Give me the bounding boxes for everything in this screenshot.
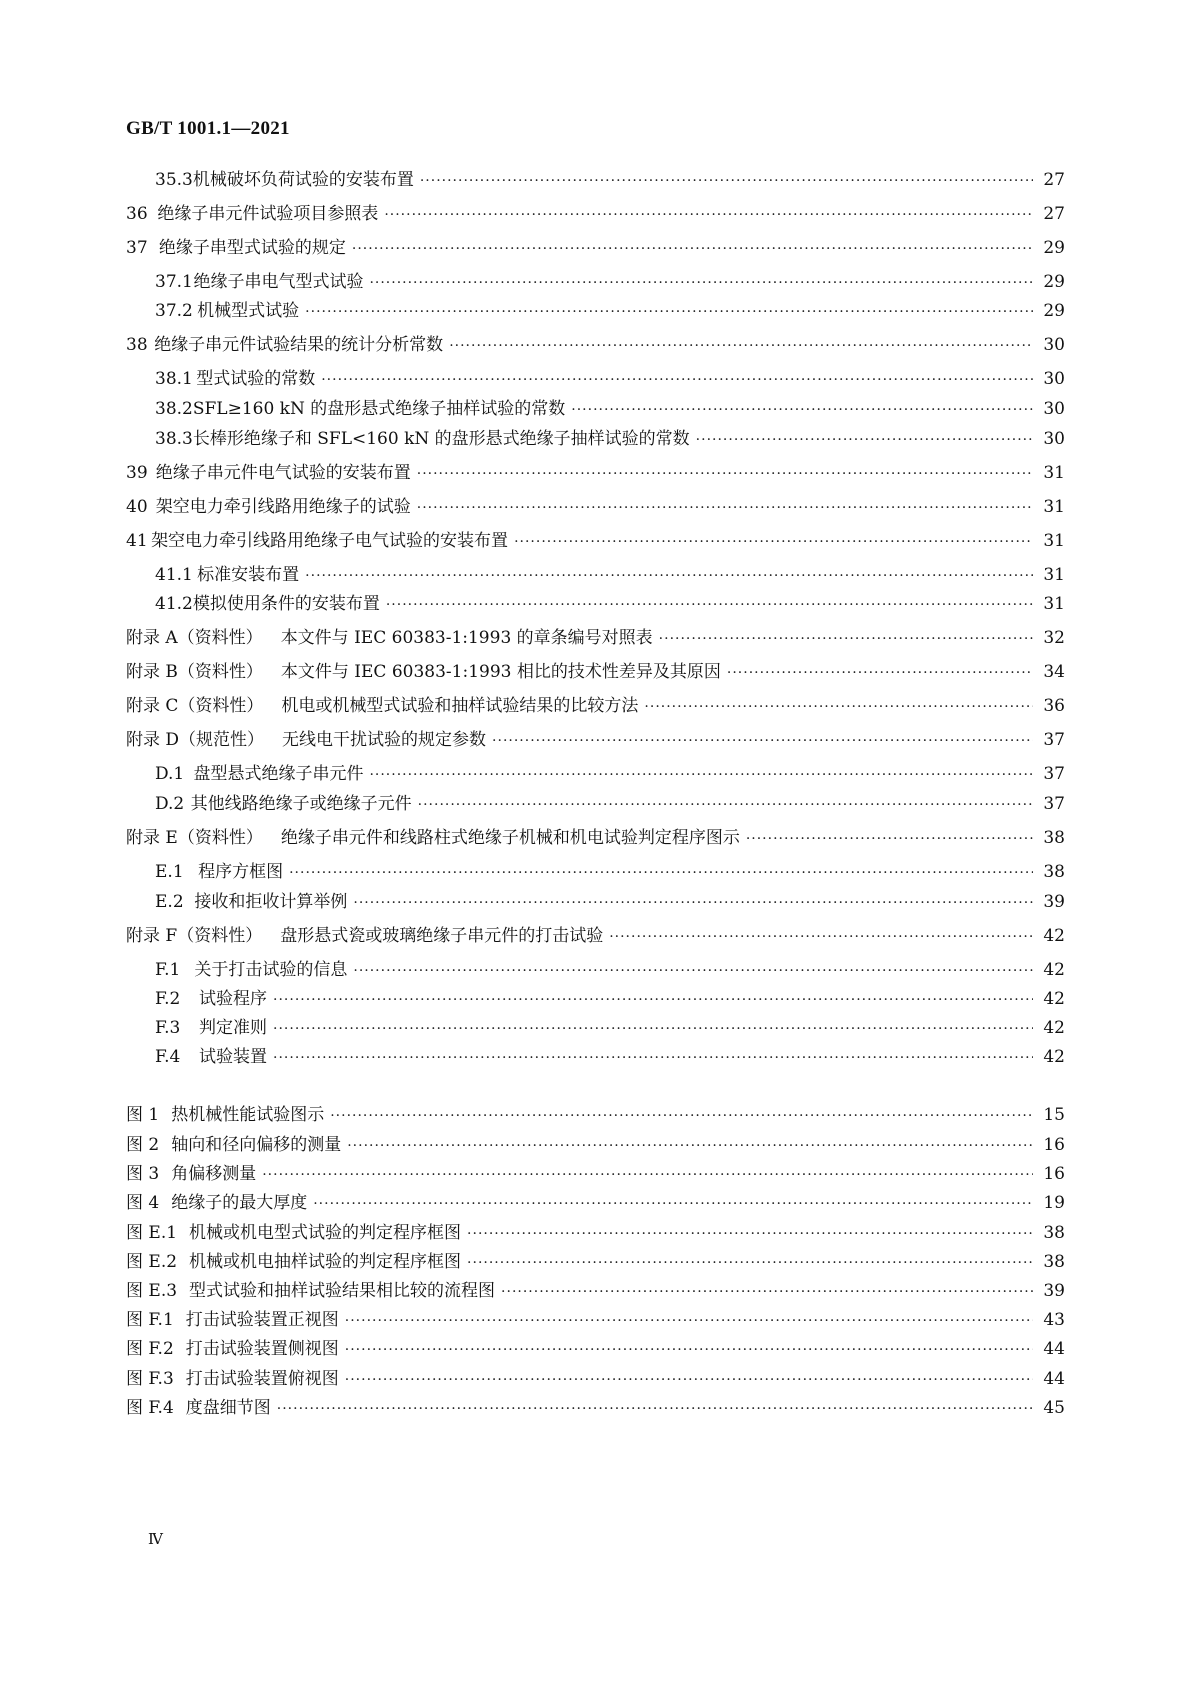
figure-title: 机械或机电型式试验的判定程序框图 (189, 1223, 462, 1243)
toc-entry-number: 38.2 (155, 399, 193, 419)
dot-leader (417, 497, 1033, 519)
toc-entry-number: E.1 (155, 862, 184, 882)
toc-entry-page: 42 (1043, 989, 1065, 1009)
toc-entry-title: 绝缘子串元件试验结果的统计分析常数 (154, 335, 444, 355)
figure-title: 角偏移测量 (171, 1164, 257, 1184)
toc-entry-number: 37.1 (155, 272, 193, 292)
toc-entry-page: 38 (1043, 862, 1065, 882)
figure-title: 轴向和径向偏移的测量 (171, 1135, 342, 1155)
figure-number: 图 3 (126, 1164, 160, 1184)
figure-list-item[interactable] (126, 1192, 1065, 1214)
figure-list-item[interactable] (126, 1163, 1065, 1185)
toc-entry[interactable] (126, 661, 1065, 683)
toc-entry-number: F.1 (155, 960, 181, 980)
toc-entry-title: 架空电力牵引线路用绝缘子的试验 (155, 497, 411, 517)
figure-number: 图 F.2 (126, 1339, 174, 1359)
dot-leader (727, 662, 1033, 684)
toc-entry-title: 长棒形绝缘子和 SFL<160 kN 的盘形悬式绝缘子抽样试验的常数 (192, 429, 690, 449)
toc-entry-title: 试验装置 (199, 1047, 268, 1067)
toc-entry-title: 机电或机械型式试验和抽样试验结果的比较方法 (281, 696, 639, 716)
toc-entry-title: 判定准则 (199, 1018, 268, 1038)
toc-entry-number: 41 (126, 531, 148, 551)
toc-entry-number: 附录 E（资料性） (126, 828, 263, 848)
dot-leader (305, 301, 1033, 323)
toc-entry-page: 39 (1043, 892, 1065, 912)
figure-number: 图 E.1 (126, 1223, 178, 1243)
toc-entry-page: 42 (1043, 926, 1065, 946)
toc-entry-page: 30 (1043, 369, 1065, 389)
toc-entry-title: 本文件与 IEC 60383-1:1993 相比的技术性差异及其原因 (280, 662, 721, 682)
dot-leader (384, 204, 1033, 226)
toc-entry-number: 附录 D（规范性） (126, 730, 265, 750)
toc-entry-title: 绝缘子串元件电气试验的安装布置 (155, 463, 411, 483)
figure-page-number: 38 (1043, 1223, 1065, 1243)
toc-entry[interactable] (155, 861, 1065, 883)
toc-entry-title: 机械破坏负荷试验的安装布置 (192, 170, 414, 190)
toc-entry[interactable] (126, 334, 1065, 356)
toc-entry[interactable] (155, 564, 1065, 586)
figure-list-item[interactable] (126, 1309, 1065, 1331)
dot-leader (330, 1105, 1033, 1127)
figure-title: 度盘细节图 (185, 1398, 271, 1418)
dot-leader (514, 531, 1033, 553)
toc-entry-title: 盘形悬式瓷或玻璃绝缘子串元件的打击试验 (280, 926, 604, 946)
toc-entry-page: 36 (1043, 696, 1065, 716)
toc-entry-page: 42 (1043, 960, 1065, 980)
dot-leader (501, 1281, 1033, 1303)
toc-entry[interactable] (155, 891, 1065, 913)
toc-entry-page: 42 (1043, 1018, 1065, 1038)
figure-list-item[interactable] (126, 1104, 1065, 1126)
toc-entry-number: D.2 (155, 794, 185, 814)
toc-entry-number: 40 (126, 497, 148, 517)
figure-list-item[interactable] (126, 1280, 1065, 1302)
dot-leader (417, 463, 1033, 485)
dot-leader (305, 565, 1033, 587)
figure-number: 图 2 (126, 1135, 160, 1155)
toc-entry-title: 架空电力牵引线路用绝缘子电气试验的安装布置 (151, 531, 509, 551)
dot-leader (746, 828, 1033, 850)
toc-entry-number: 39 (126, 463, 148, 483)
figure-number: 图 4 (126, 1193, 160, 1213)
figure-title: 热机械性能试验图示 (171, 1105, 325, 1125)
dot-leader (659, 628, 1033, 650)
dot-leader (277, 1398, 1033, 1420)
dot-leader (571, 399, 1033, 421)
toc-entry-page: 31 (1043, 531, 1065, 551)
dot-leader (345, 1339, 1033, 1361)
figure-number: 图 1 (126, 1105, 160, 1125)
figure-number: 图 F.3 (126, 1369, 174, 1389)
dot-leader (273, 989, 1033, 1011)
toc-entry-title: 本文件与 IEC 60383-1:1993 的章条编号对照表 (280, 628, 653, 648)
toc-entry-number: 38 (126, 335, 148, 355)
figure-list-item[interactable] (126, 1397, 1065, 1419)
toc-entry-title: 绝缘子串元件和线路柱式绝缘子机械和机电试验判定程序图示 (280, 828, 740, 848)
dot-leader (353, 892, 1033, 914)
toc-entry-title: 关于打击试验的信息 (194, 960, 348, 980)
toc-entry-number: E.2 (155, 892, 184, 912)
figure-number: 图 F.1 (126, 1310, 174, 1330)
figure-number: 图 F.4 (126, 1398, 174, 1418)
toc-entry[interactable] (155, 763, 1065, 785)
figure-title: 型式试验和抽样试验结果相比较的流程图 (189, 1281, 496, 1301)
toc-entry[interactable] (126, 203, 1065, 225)
toc-entry[interactable] (155, 271, 1065, 293)
toc-entry-title: 其他线路绝缘子或绝缘子元件 (190, 794, 412, 814)
toc-entry-number: F.4 (155, 1047, 181, 1067)
toc-entry-number: 38.1 (155, 369, 193, 389)
figure-page-number: 15 (1043, 1105, 1065, 1125)
figure-page-number: 44 (1043, 1339, 1065, 1359)
toc-entry-title: SFL≥160 kN 的盘形悬式绝缘子抽样试验的常数 (192, 399, 566, 419)
dot-leader (273, 1018, 1033, 1040)
toc-entry-number: D.1 (155, 764, 185, 784)
dot-leader (386, 594, 1033, 616)
figure-title: 打击试验装置正视图 (185, 1310, 339, 1330)
dot-leader (467, 1252, 1033, 1274)
toc-entry-number: 37 (126, 238, 148, 258)
toc-entry-number: 35.3 (155, 170, 193, 190)
toc-entry[interactable] (126, 695, 1065, 717)
toc-entry[interactable] (155, 593, 1065, 615)
dot-leader (273, 1047, 1033, 1069)
toc-entry-title: 程序方框图 (198, 862, 284, 882)
toc-entry-number: 41.1 (155, 565, 193, 585)
toc-entry[interactable] (155, 793, 1065, 815)
toc-entry[interactable] (126, 627, 1065, 649)
figure-page-number: 16 (1043, 1135, 1065, 1155)
dot-leader (696, 429, 1033, 451)
dot-leader (345, 1369, 1033, 1391)
toc-entry-title: 模拟使用条件的安装布置 (192, 594, 380, 614)
toc-entry-number: 附录 C（资料性） (126, 696, 264, 716)
toc-entry-title: 标准安装布置 (197, 565, 300, 585)
toc-entry-title: 试验程序 (199, 989, 268, 1009)
figure-list-item[interactable] (126, 1134, 1065, 1156)
toc-entry[interactable] (126, 530, 1065, 552)
toc-entry-page: 31 (1043, 565, 1065, 585)
page-number: Ⅳ (148, 1530, 163, 1548)
dot-leader (369, 272, 1033, 294)
figure-list-item[interactable] (126, 1368, 1065, 1390)
toc-entry-page: 37 (1043, 730, 1065, 750)
toc-entry-page: 37 (1043, 794, 1065, 814)
toc-entry[interactable] (126, 462, 1065, 484)
toc-entry-page: 34 (1043, 662, 1065, 682)
toc-entry-number: F.2 (155, 989, 181, 1009)
toc-entry-title: 接收和拒收计算举例 (194, 892, 348, 912)
toc-entry-number: 附录 B（资料性） (126, 662, 263, 682)
dot-leader (609, 926, 1033, 948)
toc-entry[interactable] (155, 959, 1065, 981)
dot-leader (420, 170, 1033, 192)
figure-number: 图 E.2 (126, 1252, 178, 1272)
dot-leader (347, 1135, 1033, 1157)
dot-leader (467, 1223, 1033, 1245)
figure-page-number: 43 (1043, 1310, 1065, 1330)
toc-entry[interactable] (126, 496, 1065, 518)
toc-entry-title: 机械型式试验 (197, 301, 300, 321)
figure-page-number: 19 (1043, 1193, 1065, 1213)
dot-leader (492, 730, 1033, 752)
figure-list-item[interactable] (126, 1222, 1065, 1244)
toc-entry-title: 绝缘子串电气型式试验 (193, 272, 364, 292)
figure-title: 机械或机电抽样试验的判定程序框图 (189, 1252, 462, 1272)
dot-leader (644, 696, 1033, 718)
toc-entry-page: 30 (1043, 429, 1065, 449)
dot-leader (313, 1193, 1033, 1215)
toc-entry-number: F.3 (155, 1018, 181, 1038)
figure-list-item[interactable] (126, 1338, 1065, 1360)
toc-entry-number: 附录 A（资料性） (126, 628, 263, 648)
toc-entry[interactable] (126, 925, 1065, 947)
dot-leader (449, 335, 1033, 357)
toc-entry-title: 无线电干扰试验的规定参数 (282, 730, 487, 750)
figure-page-number: 38 (1043, 1252, 1065, 1272)
toc-entry-title: 盘型悬式绝缘子串元件 (193, 764, 364, 784)
toc-entry-page: 42 (1043, 1047, 1065, 1067)
toc-entry[interactable] (126, 237, 1065, 259)
toc-entry-page: 27 (1043, 204, 1065, 224)
figure-page-number: 16 (1043, 1164, 1065, 1184)
toc-entry-number: 41.2 (155, 594, 193, 614)
toc-entry-title: 绝缘子串型式试验的规定 (158, 238, 346, 258)
toc-entry-number: 附录 F（资料性） (126, 926, 263, 946)
toc-entry-page: 27 (1043, 170, 1065, 190)
dot-leader (262, 1164, 1033, 1186)
toc-entry[interactable] (155, 368, 1065, 390)
toc-entry[interactable] (155, 1017, 1065, 1039)
toc-entry-page: 29 (1043, 301, 1065, 321)
toc-entry-page: 30 (1043, 399, 1065, 419)
figure-list-item[interactable] (126, 1251, 1065, 1273)
figure-page-number: 39 (1043, 1281, 1065, 1301)
toc-entry-page: 31 (1043, 594, 1065, 614)
toc-entry-page: 30 (1043, 335, 1065, 355)
toc-entry[interactable] (126, 827, 1065, 849)
toc-entry-number: 36 (126, 204, 148, 224)
dot-leader (418, 794, 1033, 816)
dot-leader (352, 238, 1033, 260)
figure-title: 打击试验装置俯视图 (185, 1369, 339, 1389)
toc-entry-number: 38.3 (155, 429, 193, 449)
toc-entry[interactable] (155, 428, 1065, 450)
toc-entry[interactable] (155, 398, 1065, 420)
toc-entry-page: 38 (1043, 828, 1065, 848)
toc-entry-page: 37 (1043, 764, 1065, 784)
dot-leader (353, 960, 1033, 982)
dot-leader (321, 369, 1033, 391)
document-code: GB/T 1001.1—2021 (126, 118, 290, 139)
toc-entry-page: 32 (1043, 628, 1065, 648)
toc-entry-page: 31 (1043, 497, 1065, 517)
figure-title: 绝缘子的最大厚度 (171, 1193, 308, 1213)
toc-entry-page: 31 (1043, 463, 1065, 483)
toc-entry[interactable] (155, 988, 1065, 1010)
toc-entry[interactable] (126, 729, 1065, 751)
figure-page-number: 44 (1043, 1369, 1065, 1389)
toc-entry-page: 29 (1043, 238, 1065, 258)
toc-entry[interactable] (155, 169, 1065, 191)
dot-leader (369, 764, 1033, 786)
toc-entry-title: 绝缘子串元件试验项目参照表 (157, 204, 379, 224)
toc-entry[interactable] (155, 300, 1065, 322)
figure-page-number: 45 (1043, 1398, 1065, 1418)
toc-entry-number: 37.2 (155, 301, 193, 321)
figure-title: 打击试验装置侧视图 (185, 1339, 339, 1359)
dot-leader (289, 862, 1033, 884)
figure-number: 图 E.3 (126, 1281, 178, 1301)
toc-entry-title: 型式试验的常数 (196, 369, 316, 389)
toc-entry[interactable] (155, 1046, 1065, 1068)
toc-entry-page: 29 (1043, 272, 1065, 292)
dot-leader (345, 1310, 1033, 1332)
